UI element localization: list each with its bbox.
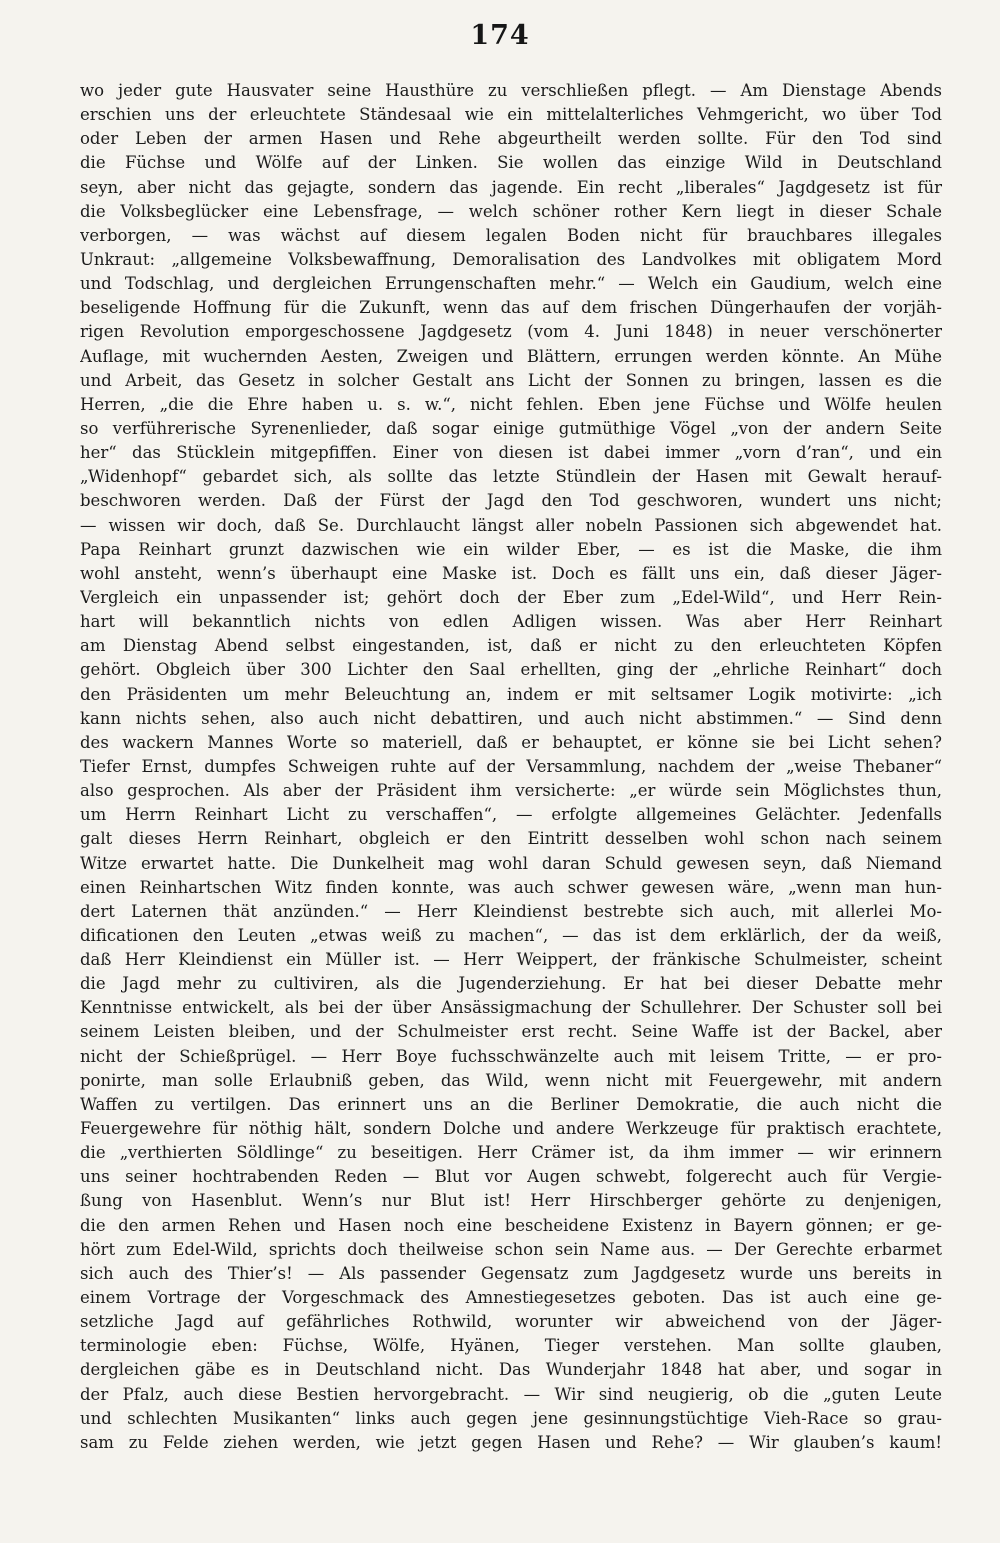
- text-line: kann nichts sehen, also auch nicht debattiren, und auch nicht abstimmen.“ — Sind denn: [80, 708, 942, 728]
- text-line: — wissen wir doch, daß Se. Durchlaucht längst aller nobeln Passionen sich abgewendet hat.: [80, 515, 942, 535]
- text-line: die „verthierten Söldlinge“ zu beseitigen. Herr Crämer ist, da ihm immer — wir erinnern: [80, 1143, 942, 1163]
- text-line: Kenntnisse entwickelt, als bei der über Ansässigmachung der Schullehrer. Der Schuster soll bei: [80, 998, 942, 1018]
- text-line: wo jeder gute Hausvater seine Hausthüre zu verschließen pflegt. — Am Dienstage Abends: [80, 81, 942, 100]
- text-line: sich auch des Thier’s! — Als passender Gegensatz zum Jagdgesetz wurde uns bereits in: [80, 1263, 942, 1283]
- text-line: beschworen werden. Daß der Fürst der Jagd den Tod geschworen, wundert uns nicht;: [80, 491, 942, 511]
- text-line: Vergleich ein unpassender ist; gehört doch der Eber zum „Edel-Wild“, und Herr Rein-: [80, 587, 942, 607]
- text-line: terminologie eben: Füchse, Wölfe, Hyänen, Tieger verstehen. Man sollte glauben,: [80, 1336, 942, 1356]
- text-line: „Widenhopf“ gebardet sich, als sollte das letzte Stündlein der Hasen mit Gewalt herauf-: [80, 467, 942, 487]
- text-line: also gesprochen. Als aber der Präsident ihm versicherte: „er würde sein Möglichstes thun,: [80, 781, 942, 801]
- text-line: dificationen den Leuten „etwas weiß zu machen“, — das ist dem erklärlich, der da weiß,: [80, 925, 942, 945]
- text-line: oder Leben der armen Hasen und Rehe abgeurtheilt werden sollte. Für den Tod sind: [80, 129, 942, 149]
- text-line: ßung von Hasenblut. Wenn’s nur Blut ist! Herr Hirschberger gehörte zu denjenigen,: [80, 1191, 942, 1211]
- text-line: und Todschlag, und dergleichen Errungenschaften mehr.“ — Welch ein Gaudium, welch eine: [80, 274, 942, 294]
- text-line: setzliche Jagd auf gefährliches Rothwild, worunter wir abweichend von der Jäger-: [80, 1312, 942, 1332]
- text-line: gehört. Obgleich über 300 Lichter den Saal erhellten, ging der „ehrliche Reinhart“ doch: [80, 660, 942, 680]
- text-line: und Arbeit, das Gesetz in solcher Gestalt ans Licht der Sonnen zu bringen, lassen es die: [80, 370, 942, 390]
- text-line: des wackern Mannes Worte so materiell, daß er behauptet, er könne sie bei Licht sehen?: [80, 732, 942, 752]
- text-line: und schlechten Musikanten“ links auch gegen jene gesinnungstüchtige Vieh-Race so grau-: [80, 1408, 942, 1428]
- text-line: dergleichen gäbe es in Deutschland nicht. Das Wunderjahr 1848 hat aber, und sogar in: [80, 1360, 942, 1380]
- text-line: nicht der Schießprügel. — Herr Boye fuchsschwänzelte auch mit leisem Tritte, — er pro-: [80, 1046, 942, 1066]
- text-line: seyn, aber nicht das gejagte, sondern das jagende. Ein recht „liberales“ Jagdgesetz ist für: [80, 177, 942, 197]
- text-line: galt dieses Herrn Reinhart, obgleich er den Eintritt desselben wohl schon nach seinem: [80, 829, 942, 849]
- text-line: Witze erwartet hatte. Die Dunkelheit mag wohl daran Schuld gewesen seyn, daß Niemand: [80, 853, 942, 873]
- text-line: dert Laternen thät anzünden.“ — Herr Kleindienst bestrebte sich auch, mit allerlei Mo-: [80, 901, 942, 921]
- text-line: hört zum Edel-Wild, sprichts doch theilweise schon sein Name aus. — Der Gerechte erbarmet: [80, 1239, 942, 1259]
- text-line: einen Reinhartschen Witz finden konnte, was auch schwer gewesen wäre, „wenn man hun-: [80, 877, 942, 897]
- text-line: her“ das Stücklein mitgepfiffen. Einer von diesen ist dabei immer „vorn d’ran“, und ein: [80, 443, 942, 463]
- text-line: Feuergewehre für nöthig hält, sondern Dolche und andere Werkzeuge für praktisch erachtete,: [80, 1119, 942, 1139]
- text-line: uns seiner hochtrabenden Reden — Blut vor Augen schwebt, folgerecht auch für Vergie-: [80, 1167, 942, 1187]
- text-line: einem Vortrage der Vorgeschmack des Amnestiegesetzes geboten. Das ist auch eine ge-: [80, 1288, 942, 1308]
- text-line: Unkraut: „allgemeine Volksbewaffnung, Demoralisation des Landvolkes mit obligatem Mord: [80, 249, 942, 269]
- text-line: Waffen zu vertilgen. Das erinnert uns an die Berliner Demokratie, die auch nicht die: [80, 1094, 942, 1114]
- text-line: so verführerische Syrenenlieder, daß sogar einige gutmüthige Vögel „von der andern Seite: [80, 418, 942, 438]
- text-line: die Volksbeglücker eine Lebensfrage, — welch schöner rother Kern liegt in dieser Schale: [80, 201, 942, 221]
- text-line: daß Herr Kleindienst ein Müller ist. — Herr Weippert, der fränkische Schulmeister, scheint: [80, 950, 942, 970]
- text-line: am Dienstag Abend selbst eingestanden, ist, daß er nicht zu den erleuchteten Köpfen: [80, 636, 942, 656]
- text-line: die Jagd mehr zu cultiviren, als die Jugenderziehung. Er hat bei dieser Debatte mehr: [80, 974, 942, 994]
- text-line: die Füchse und Wölfe auf der Linken. Sie wollen das einzige Wild in Deutschland: [80, 153, 942, 173]
- text-line: beseligende Hoffnung für die Zukunft, wenn das auf dem frischen Düngerhaufen der vorjäh-: [80, 298, 942, 318]
- text-line: erschien uns der erleuchtete Ständesaal wie ein mittelalterliches Vehmgericht, wo über Tod: [80, 105, 942, 125]
- text-line: Tiefer Ernst, dumpfes Schweigen ruhte auf der Versammlung, nachdem der „weise Thebaner“: [80, 756, 942, 776]
- text-line: um Herrn Reinhart Licht zu verschaffen“, — erfolgte allgemeines Gelächter. Jedenfalls: [80, 805, 942, 825]
- text-line: den Präsidenten um mehr Beleuchtung an, indem er mit seltsamer Logik motivirte: „ich: [80, 684, 942, 704]
- text-line: hart will bekanntlich nichts von edlen Adligen wissen. Was aber Herr Reinhart: [80, 612, 942, 632]
- text-line: Auflage, mit wuchernden Aesten, Zweigen und Blättern, errungen werden könnte. An Mühe: [80, 346, 942, 366]
- page-number: 174: [470, 20, 530, 51]
- text-line: wohl ansteht, wenn’s überhaupt eine Maske ist. Doch es fällt uns ein, daß dieser Jäger-: [80, 563, 942, 583]
- text-line: Papa Reinhart grunzt dazwischen wie ein wilder Eber, — es ist die Maske, die ihm: [80, 539, 942, 559]
- text-line: Herren, „die die Ehre haben u. s. w.“, nicht fehlen. Eben jene Füchse und Wölfe heulen: [80, 394, 942, 414]
- text-line: die den armen Rehen und Hasen noch eine bescheidene Existenz in Bayern gönnen; er ge-: [80, 1215, 942, 1235]
- text-line: der Pfalz, auch diese Bestien hervorgebracht. — Wir sind neugierig, ob die „guten Leute: [80, 1384, 942, 1404]
- text-line: ponirte, man solle Erlaubniß geben, das Wild, wenn nicht mit Feuergewehr, mit andern: [80, 1070, 942, 1090]
- text-line: seinem Leisten bleiben, und der Schulmeister erst recht. Seine Waffe ist der Backel, aber: [80, 1022, 942, 1042]
- body-text: [80, 79, 942, 1455]
- text-line: verborgen, — was wächst auf diesem legalen Boden nicht für brauchbares illegales: [80, 225, 942, 245]
- text-line: rigen Revolution emporgeschossene Jagdgesetz (vom 4. Juni 1848) in neuer verschönerter: [80, 322, 942, 342]
- text-line: sam zu Felde ziehen werden, wie jetzt gegen Hasen und Rehe? — Wir glauben’s kaum!: [80, 1432, 942, 1452]
